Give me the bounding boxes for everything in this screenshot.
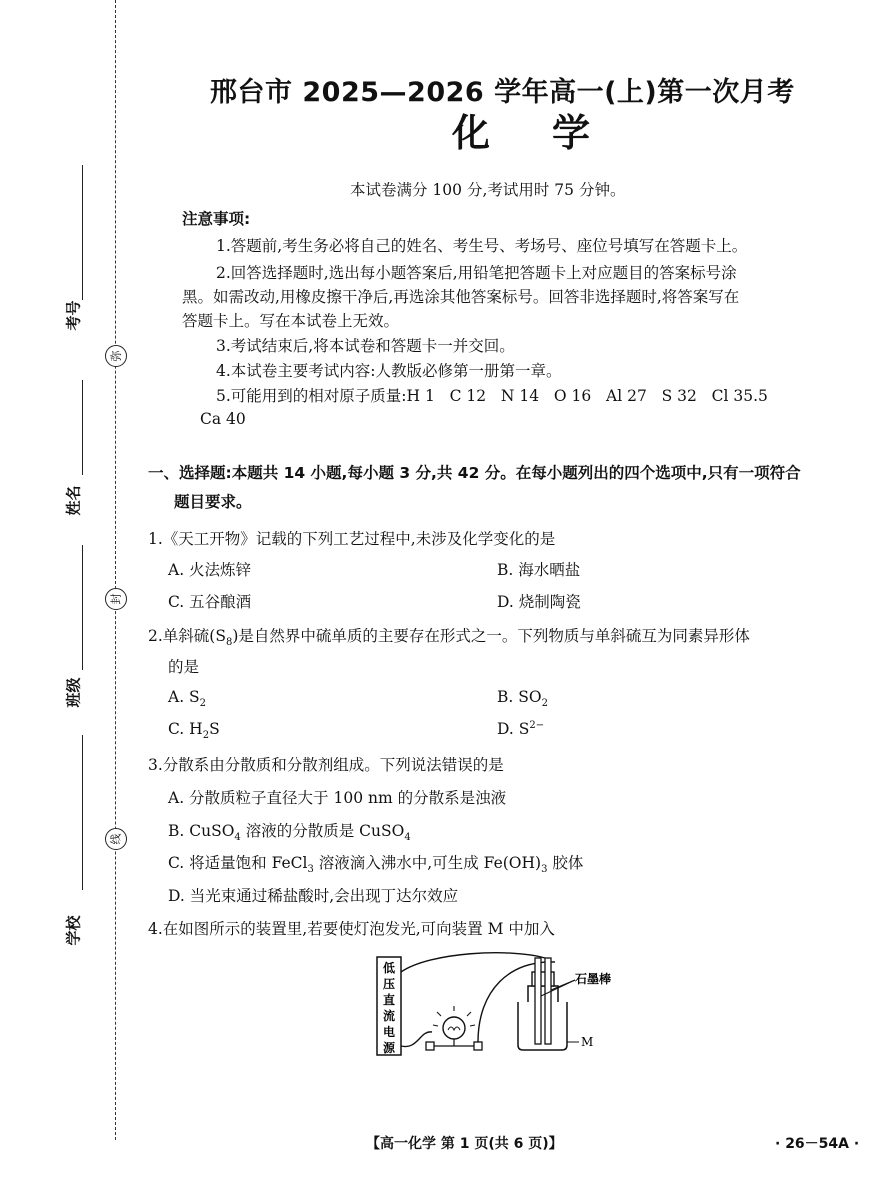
q3-option-d: D. 当光束通过稀盐酸时,会出现丁达尔效应: [168, 887, 459, 905]
q3-option-c: C. 将适量饱和 FeCl$_3$ 溶液滴入沸水中,可生成 $Fe(OH)_3$ 胶体: [168, 854, 584, 876]
svg-text:电: 电: [382, 1025, 396, 1039]
q2-option-c: C. $H_2S$: [168, 720, 220, 742]
section-1-header-cont: 题目要求。: [174, 493, 252, 511]
subject-title: 化学: [451, 111, 652, 155]
q3-option-a: A. 分散质粒子直径大于 100 nm 的分散系是浊液: [168, 789, 507, 807]
q2-stem: 2.单斜硫$(S_8)$是自然界中硫单质的主要存在形式之一。下列物质与单斜硫互为同素异形体: [148, 627, 750, 649]
q1-option-a: A. 火法炼锌: [168, 561, 252, 579]
q2-option-d: D. $S^{2-}$: [497, 720, 545, 739]
notice-line-7: 5.可能用到的相对原子质量:H 1 C 12 N 14 O 16 Al 27 S 32 Cl 35.5: [216, 387, 768, 405]
light-bulb: [443, 1017, 465, 1039]
graphite-rod-label: 石墨棒: [575, 972, 612, 986]
notice-line-5: 3.考试结束后,将本试卷和答题卡一并交回。: [216, 337, 515, 355]
q1-option-b: B. 海水晒盐: [497, 561, 581, 579]
field-label-class: 班级: [64, 677, 83, 708]
field-line-school: [82, 735, 83, 890]
notice-line-2: 2.回答选择题时,选出每小题答案后,用铅笔把答题卡上对应题目的答案标号涂: [216, 264, 737, 282]
field-line-name: [82, 380, 83, 475]
svg-text:压: 压: [382, 977, 396, 991]
seal-mark-feng: 封: [105, 588, 127, 610]
graphite-rod-1: [535, 958, 541, 1044]
notice-heading: 注意事项:: [182, 210, 251, 228]
binding-dashed-line: [115, 0, 116, 1140]
q2-option-a: A. $S_2$: [168, 688, 207, 710]
field-line-kaohao: [82, 165, 83, 300]
container-m-label: M: [581, 1035, 594, 1049]
field-label-school: 学校: [64, 915, 83, 946]
seal-mark-xian: 线: [105, 828, 127, 850]
notice-line-8: Ca 40: [200, 410, 246, 428]
q4-circuit-diagram: [370, 950, 630, 1070]
footer-page-info: 【高一化学 第 1 页(共 6 页)】: [366, 1136, 563, 1152]
q2-option-b: B. $SO_2$: [497, 688, 548, 710]
svg-text:流: 流: [382, 1009, 396, 1023]
exam-title: 邢台市 2025—2026 学年高一(上)第一次月考: [210, 77, 795, 108]
graphite-rod-2: [545, 958, 551, 1044]
q4-stem: 4.在如图所示的装置里,若要使灯泡发光,可向装置 M 中加入: [148, 920, 555, 938]
section-1-header: 一、选择题:本题共 14 小题,每小题 3 分,共 42 分。在每小题列出的四个选项中,只有一项符合: [148, 464, 801, 482]
field-label-kaohao: 考号: [64, 300, 83, 331]
q1-option-d: D. 烧制陶瓷: [497, 593, 581, 611]
container-m: [518, 1002, 567, 1050]
q1-option-c: C. 五谷酿酒: [168, 593, 252, 611]
q2-stem-cont: 的是: [168, 658, 200, 676]
svg-text:直: 直: [382, 993, 396, 1007]
wire-top: [401, 953, 545, 972]
svg-text:低: 低: [382, 961, 396, 975]
field-line-class: [82, 545, 83, 670]
notice-line-3: 黑。如需改动,用橡皮擦干净后,再选涂其他答案标号。回答非选择题时,将答案写在: [182, 288, 740, 306]
q1-stem: 1.《天工开物》记载的下列工艺过程中,未涉及化学变化的是: [148, 530, 556, 548]
footer-code: · 26－54A ·: [775, 1136, 860, 1152]
svg-text:源: 源: [382, 1041, 396, 1055]
notice-line-4: 答题卡上。写在本试卷上无效。: [182, 312, 400, 330]
exam-intro: 本试卷满分 100 分,考试用时 75 分钟。: [350, 181, 626, 199]
q3-stem: 3.分散系由分散质和分散剂组成。下列说法错误的是: [148, 756, 504, 774]
seal-mark-mi: 弥: [105, 345, 127, 367]
field-label-name: 姓名: [64, 485, 83, 516]
notice-line-6: 4.本试卷主要考试内容:人教版必修第一册第一章。: [216, 362, 562, 380]
q3-option-b: B. CuSO$_4$ 溶液的分散质是 CuSO$_4$: [168, 822, 411, 844]
notice-line-1: 1.答题前,考生务必将自己的姓名、考生号、考场号、座位号填写在答题卡上。: [216, 237, 748, 255]
